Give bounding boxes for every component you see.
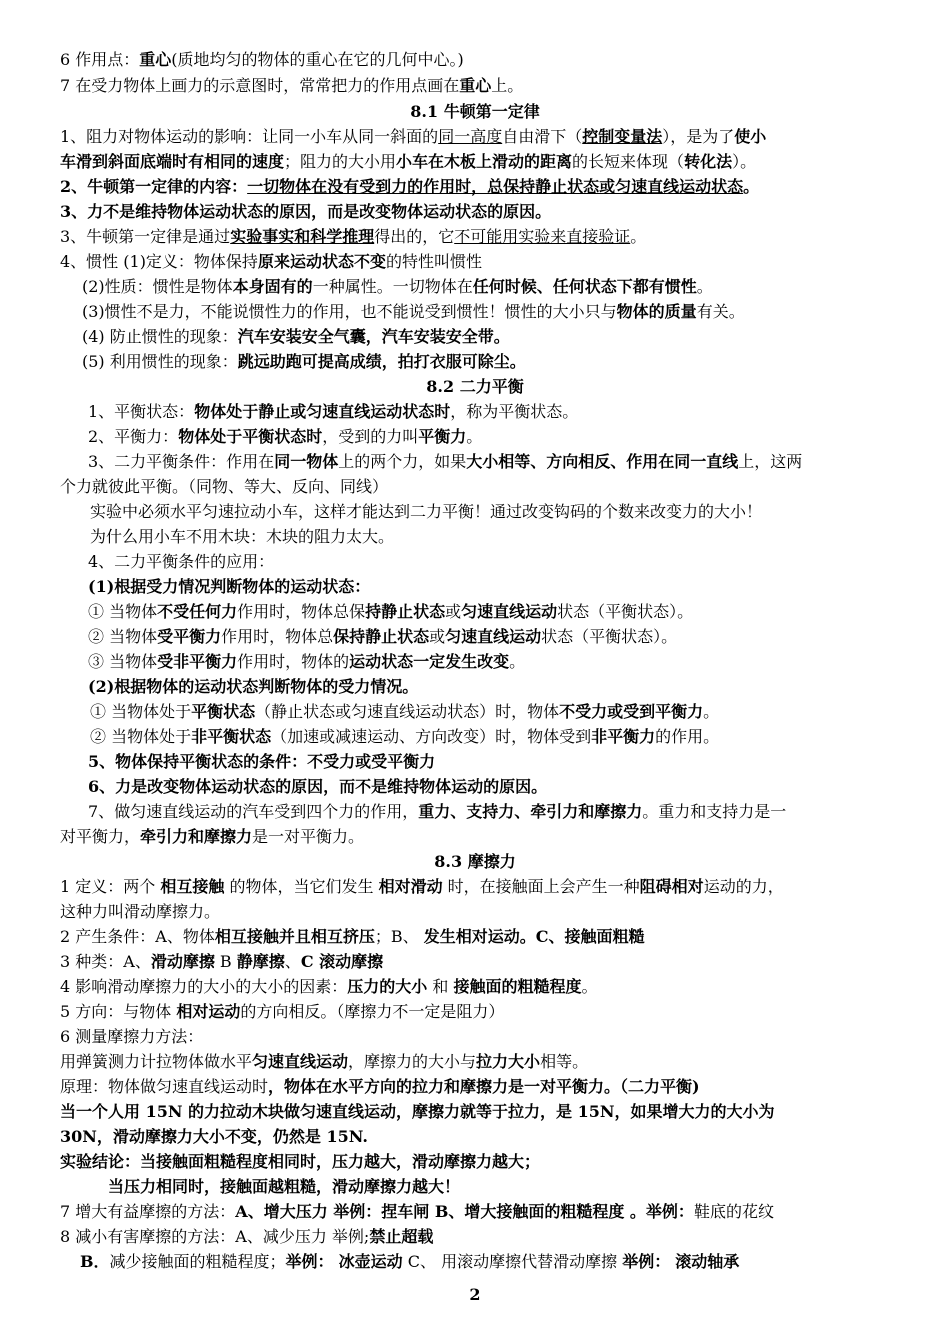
text-run: 6 作用点： — [60, 50, 140, 69]
text-run: 原来运动状态不变 — [257, 252, 386, 271]
text-run: 冰壶运动 — [338, 1252, 403, 1271]
text-run: 相互接触并且相互挤压 — [214, 927, 375, 946]
text-line — [60, 1151, 540, 1173]
text-run: 当一个人用 15N 的力拉动木块做匀速直线运动，摩擦力就等于拉力，是 15N，如果增大力的大小为 — [60, 1102, 775, 1121]
text-run: 8.3 摩擦力 — [434, 852, 516, 871]
text-run: 自由滑下（ — [502, 127, 583, 146]
text-run: 非平衡力 — [591, 727, 656, 746]
text-line — [60, 976, 598, 998]
text-line — [88, 451, 802, 473]
text-line — [60, 151, 756, 173]
text-run: 作用时，物体总 — [221, 627, 334, 646]
text-run: 上的两个力，如果 — [338, 452, 467, 471]
text-line — [60, 1001, 504, 1023]
text-run: C 滚动摩擦 — [300, 952, 384, 971]
text-run: 平衡状态 — [191, 702, 256, 721]
text-run: 5 方向：与物体 — [60, 1002, 177, 1021]
text-run: ）。 — [732, 152, 757, 171]
text-line — [88, 401, 578, 423]
text-run: 。 — [466, 427, 483, 446]
text-run — [582, 127, 662, 146]
text-line — [82, 326, 510, 348]
text-line — [60, 126, 766, 148]
text-run: 运动的力， — [703, 877, 784, 896]
text-run: 。 — [581, 977, 598, 996]
text-run: 拉力大小 — [476, 1052, 541, 1071]
text-line — [60, 1101, 775, 1123]
text-run: 匀速直线运动 — [252, 1052, 349, 1071]
text-run: 有关。 — [696, 302, 745, 321]
text-run: 5、物体保持平衡状态的条件：不受力或受平衡力 — [88, 752, 436, 771]
text-run: 匀速直线运动 — [461, 602, 558, 621]
text-run: (2)性质：惯性是物体 — [82, 277, 233, 296]
text-run: 当压力相同时，接触面越粗糙，滑动摩擦力越大！ — [108, 1177, 461, 1196]
text-line — [60, 876, 784, 898]
text-run: （加速或减速运动、方向改变）时，物体受到 — [271, 727, 592, 746]
text-run: 发生相对运动。C、接触面粗糙 — [423, 927, 645, 946]
text-run: 重力、支持力、牵引力和摩擦力 — [418, 802, 643, 821]
text-line — [60, 476, 388, 498]
text-run: 4、惯性 (1)定义：物体保持 — [60, 252, 258, 271]
text-run: 对平衡力， — [60, 827, 141, 846]
text-run: 3、二力平衡条件：作用在 — [88, 452, 275, 471]
section-heading — [0, 851, 950, 873]
text-run: 物体处于静止或匀速直线运动状态时 — [194, 402, 451, 421]
text-run: 2、牛顿第一定律的内容： — [60, 177, 248, 196]
text-line — [108, 1176, 460, 1198]
text-run: 重心 — [459, 76, 492, 95]
text-run: 大小相等、方向相反、作用在同一直线 — [466, 452, 739, 471]
text-run: 一切物体在没有受到力的作用时，总保持静止状态或匀速直线运动状态 — [247, 177, 744, 196]
text-run: 持静止状态 — [365, 602, 446, 621]
text-line — [60, 826, 364, 848]
text-run: 跳远助跑可提高成绩，拍打衣服可除尘。 — [237, 352, 526, 371]
text-run: 上，这两 — [738, 452, 803, 471]
text-run: 实验事实和科学推理 — [230, 227, 375, 246]
text-run: 这种力叫滑动摩擦力。 — [60, 902, 221, 921]
text-run: ① 当物体 — [88, 602, 158, 621]
text-run: 3 种类：A、 — [60, 952, 151, 971]
text-run: 7 增大有益摩擦的方法： — [60, 1202, 236, 1221]
text-run: 4、二力平衡条件的应用： — [88, 552, 275, 571]
text-run: 状态（平衡状态）。 — [557, 602, 694, 621]
text-run: 控制变量法 — [582, 127, 663, 146]
text-line — [60, 176, 759, 198]
text-run: 小车在木板上滑动的距离 — [396, 152, 573, 171]
text-run: 8 减小有害摩擦的方法：A、减少压力 举例; — [60, 1227, 370, 1246]
text-run: 转化法 — [684, 152, 733, 171]
text-line — [60, 75, 523, 97]
text-run: 同一高度 — [438, 127, 503, 146]
text-line — [82, 276, 713, 298]
text-run: 得出的，它 — [374, 227, 455, 246]
text-run: 1、平衡状态： — [88, 402, 195, 421]
text-line — [88, 801, 786, 823]
text-run: 滑动摩擦 — [150, 952, 215, 971]
text-run: 实验中必须水平匀速拉动小车，这样才能达到二力平衡！通过改变钩码的个数来改变力的大小！ — [90, 502, 763, 521]
text-run — [247, 177, 743, 196]
text-run: (5) 利用惯性的现象： — [82, 352, 238, 371]
text-run: 、 — [284, 952, 301, 971]
text-run: 接触面的粗糙程度 — [453, 977, 582, 996]
text-run: 2、平衡力： — [88, 427, 179, 446]
text-run: ② 当物体处于 — [90, 727, 192, 746]
text-run: 非平衡状态 — [191, 727, 272, 746]
text-run: 2 产生条件：A、物体 — [60, 927, 215, 946]
text-run: ③ 当物体 — [88, 652, 158, 671]
text-run: ；B、 — [374, 927, 424, 946]
text-run: (质地均匀的物体的重心在它的几何中心。) — [171, 50, 464, 69]
text-run: 个力就彼此平衡。（同物、等大、反向、同线） — [60, 477, 389, 496]
text-run: 减少接触面的粗糙程度； — [109, 1252, 286, 1271]
text-line — [60, 1076, 700, 1098]
text-run: 实验结论：当接触面粗糙程度相同时，压力越大，滑动摩擦力越大； — [60, 1152, 541, 1171]
text-line — [82, 301, 745, 323]
text-run: 受非平衡力 — [157, 652, 238, 671]
text-run: 作用时，物体总保 — [237, 602, 366, 621]
text-line — [60, 926, 644, 948]
text-line — [88, 626, 677, 648]
text-run: 一种属性。一切物体在 — [312, 277, 473, 296]
text-run: 6 测量摩擦力方法： — [60, 1027, 204, 1046]
text-run: 任何时候、任何状态下都有惯性 — [472, 277, 697, 296]
text-run: 平衡力 — [418, 427, 467, 446]
text-run: 汽车安装安全气囊，汽车安装安全带。 — [237, 327, 510, 346]
text-run: 作用时，物体的 — [237, 652, 350, 671]
text-run: (4) 防止惯性的现象： — [82, 327, 238, 346]
text-run: (3)惯性不是力，不能说惯性力的作用，也不能说受到惯性！惯性的大小只与 — [82, 302, 617, 321]
text-run: 或 — [445, 602, 462, 621]
text-run: 举例： — [622, 1252, 671, 1271]
text-run: 是一对平衡力。 — [252, 827, 365, 846]
text-run: 。 — [703, 702, 720, 721]
page-number: 2 — [469, 1285, 481, 1304]
text-run: 7 在受力物体上画力的示意图时，常常把力的作用点画在 — [60, 76, 460, 95]
text-run: 或 — [429, 627, 446, 646]
text-line — [88, 601, 693, 623]
text-run: 鞋底的花纹 — [693, 1202, 774, 1221]
text-run: 禁止超载 — [369, 1227, 434, 1246]
text-run: A、增大压力 举例：捏车闸 B、增大接触面的粗糙程度 。举例： — [235, 1202, 694, 1221]
text-run: 静摩擦 — [236, 952, 285, 971]
text-line — [88, 551, 274, 573]
text-run: 重心 — [139, 50, 172, 69]
text-run: 相对运动 — [176, 1002, 241, 1021]
text-run: 匀速直线运动 — [445, 627, 542, 646]
text-line — [60, 1051, 588, 1073]
text-run: 相等。 — [540, 1052, 589, 1071]
text-run: 不受力或受到平衡力 — [559, 702, 704, 721]
text-run: 和 — [427, 977, 454, 996]
text-line — [82, 351, 526, 373]
text-run: 阻碍相对 — [639, 877, 704, 896]
text-run: 同一物体 — [274, 452, 339, 471]
text-run: ，物体在水平方向的拉力和摩擦力是一对平衡力。（二力平衡) — [268, 1077, 700, 1096]
text-line — [88, 776, 547, 798]
section-heading — [0, 101, 950, 123]
text-run: 时，在接触面上会产生一种 — [442, 877, 640, 896]
text-line — [60, 951, 383, 973]
text-run: 的物体，当它们发生 — [224, 877, 379, 896]
text-line — [60, 1201, 774, 1223]
text-run: 。 — [743, 177, 760, 196]
text-run: B — [214, 952, 237, 971]
text-line — [60, 901, 220, 923]
text-run: 受平衡力 — [157, 627, 222, 646]
text-run: 本身固有的 — [232, 277, 313, 296]
text-line — [60, 251, 482, 273]
text-run: B． — [80, 1252, 110, 1271]
text-run: 为什么用小车不用木块：木块的阻力太大。 — [90, 527, 395, 546]
text-run: 8.2 二力平衡 — [426, 377, 524, 396]
text-run: ，摩擦力的大小与 — [348, 1052, 477, 1071]
text-line — [90, 501, 762, 523]
text-run: 相互接触 — [160, 877, 225, 896]
text-run: 。 — [630, 227, 647, 246]
text-run: 车滑到斜面底端时有相同的速度 — [60, 152, 285, 171]
text-run: (2)根据物体的运动状态判断物体的受力情况。 — [88, 677, 419, 696]
text-run: 滚动轴承 — [675, 1252, 740, 1271]
text-run: 运动状态一定发生改变 — [349, 652, 510, 671]
text-run: 4 影响滑动摩擦力的大小的大小的因素： — [60, 977, 348, 996]
text-run: 用弹簧测力计拉物体做水平 — [60, 1052, 253, 1071]
text-run: ，受到的力叫 — [322, 427, 419, 446]
text-run: 原理：物体做匀速直线运动时 — [60, 1077, 269, 1096]
text-run: 牵引力和摩擦力 — [140, 827, 253, 846]
text-line — [90, 726, 719, 748]
text-run: 物体处于平衡状态时 — [178, 427, 323, 446]
text-run: ，称为平衡状态。 — [450, 402, 579, 421]
text-line — [88, 576, 370, 598]
text-run — [230, 227, 374, 246]
text-run: 保持静止状态 — [333, 627, 430, 646]
text-run: 3、力不是维持物体运动状态的原因，而是改变物体运动状态的原因。 — [60, 202, 552, 221]
text-run: 的特性叫惯性 — [385, 252, 482, 271]
text-line — [90, 701, 719, 723]
text-run: 1 定义：两个 — [60, 877, 161, 896]
text-run: C、 用滚动摩擦代替滑动摩擦 — [402, 1252, 623, 1271]
text-line — [88, 651, 525, 673]
text-run: (1)根据受力情况判断物体的运动状态： — [88, 577, 371, 596]
text-run: 上。 — [491, 76, 524, 95]
text-run: 。 — [509, 652, 526, 671]
text-run: 不可能用实验来直接验证 — [454, 227, 631, 246]
text-line — [88, 676, 418, 698]
text-run: 6、力是改变物体运动状态的原因，而不是维持物体运动的原因。 — [88, 777, 548, 796]
text-run: ），是为了 — [662, 127, 735, 146]
text-run: 举例： — [285, 1252, 334, 1271]
text-line — [60, 1126, 368, 1148]
text-line — [60, 226, 646, 248]
text-line — [88, 751, 435, 773]
text-run: （静止状态或匀速直线运动状态）时，物体 — [255, 702, 560, 721]
text-line — [60, 201, 551, 223]
text-run: 状态（平衡状态）。 — [541, 627, 678, 646]
text-run: 1、阻力对物体运动的影响：让同一小车从同一斜面的 — [60, 127, 439, 146]
text-run: 的方向相反。（摩擦力不一定是阻力） — [240, 1002, 505, 1021]
text-run: 。重力和支持力是一 — [642, 802, 787, 821]
text-line — [60, 1226, 433, 1248]
text-line — [60, 49, 464, 71]
text-run: 7、 — [88, 802, 115, 821]
text-line — [90, 526, 394, 548]
text-run: 物体的质量 — [616, 302, 697, 321]
text-line — [80, 1251, 739, 1273]
text-run: 不受任何力 — [157, 602, 238, 621]
text-run: 的作用。 — [655, 727, 720, 746]
text-run: 30N，滑动摩擦力大小不变，仍然是 15N. — [60, 1127, 368, 1146]
section-heading — [0, 376, 950, 398]
text-run: 的长短来体现（ — [572, 152, 685, 171]
text-run: 使小 — [734, 127, 767, 146]
text-run: 压力的大小 — [347, 977, 428, 996]
text-run: 8.1 牛顿第一定律 — [410, 102, 540, 121]
text-run: 3、牛顿第一定律是通过 — [60, 227, 231, 246]
text-run: 做匀速直线运动的汽车受到四个力的作用， — [114, 802, 419, 821]
text-line — [88, 426, 482, 448]
text-run: 相对滑动 — [378, 877, 443, 896]
text-run: ① 当物体处于 — [90, 702, 192, 721]
text-run: ；阻力的大小用 — [284, 152, 397, 171]
text-run: ② 当物体 — [88, 627, 158, 646]
text-line — [60, 1026, 203, 1048]
text-run: 。 — [696, 277, 713, 296]
